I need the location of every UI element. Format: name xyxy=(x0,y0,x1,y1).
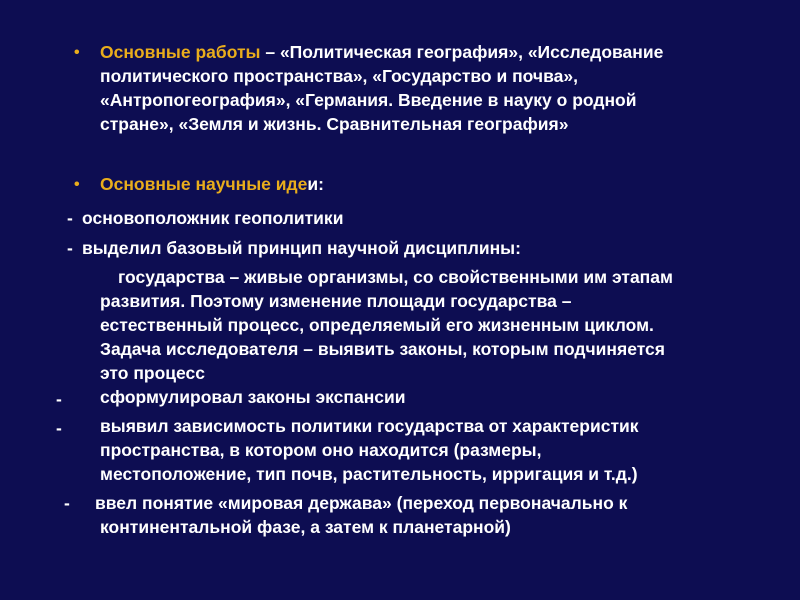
bullet-ideas: • xyxy=(74,176,80,193)
idea-dependence-1: выявил зависимость политики государства от характеристик xyxy=(100,416,639,436)
principle-line-2: развития. Поэтому изменение площади государства – xyxy=(100,291,572,311)
idea-dependence-2: пространства, в котором оно находится (размеры, xyxy=(100,440,542,460)
bullet-works: • xyxy=(74,44,80,61)
dash-marker: - xyxy=(56,418,62,438)
works-heading: Основные работы xyxy=(100,42,261,62)
ideas-heading-line xyxy=(100,172,324,196)
dash-marker: - xyxy=(56,389,62,409)
ideas-heading: Основные научные иде xyxy=(100,174,308,194)
principle-line-4: Задача исследователя – выявить законы, которым подчиняется xyxy=(100,339,665,359)
idea-world-power-2: континентальной фазе, а затем к планетарной) xyxy=(100,517,511,537)
dash-marker: - xyxy=(67,238,73,258)
dash-marker: - xyxy=(64,493,70,513)
idea-principle-intro: выделил базовый принцип научной дисциплины: xyxy=(82,238,521,258)
ideas-heading-tail: и: xyxy=(307,174,324,194)
principle-line-3: естественный процесс, определяемый его жизненным циклом. xyxy=(100,315,654,335)
idea-founder: основоположник геополитики xyxy=(82,208,344,228)
works-line-4: стране», «Земля и жизнь. Сравнительная география» xyxy=(100,114,569,134)
principle-line-1: государства – живые организмы, со свойственными им этапам xyxy=(118,267,673,287)
idea-expansion: сформулировал законы экспансии xyxy=(100,387,406,407)
idea-world-power-1: ввел понятие «мировая держава» (переход первоначально к xyxy=(95,493,628,513)
works-line-1 xyxy=(100,40,663,64)
works-text-1: – «Политическая география», «Исследование xyxy=(260,42,664,62)
dash-marker: - xyxy=(67,208,73,228)
idea-dependence-3: местоположение, тип почв, растительность, ирригация и т.д.) xyxy=(100,464,638,484)
principle-line-5: это процесс xyxy=(100,363,205,383)
works-line-2: политического пространства», «Государство и почва», xyxy=(100,66,578,86)
works-line-3: «Антропогеография», «Германия. Введение в науку о родной xyxy=(100,90,637,110)
